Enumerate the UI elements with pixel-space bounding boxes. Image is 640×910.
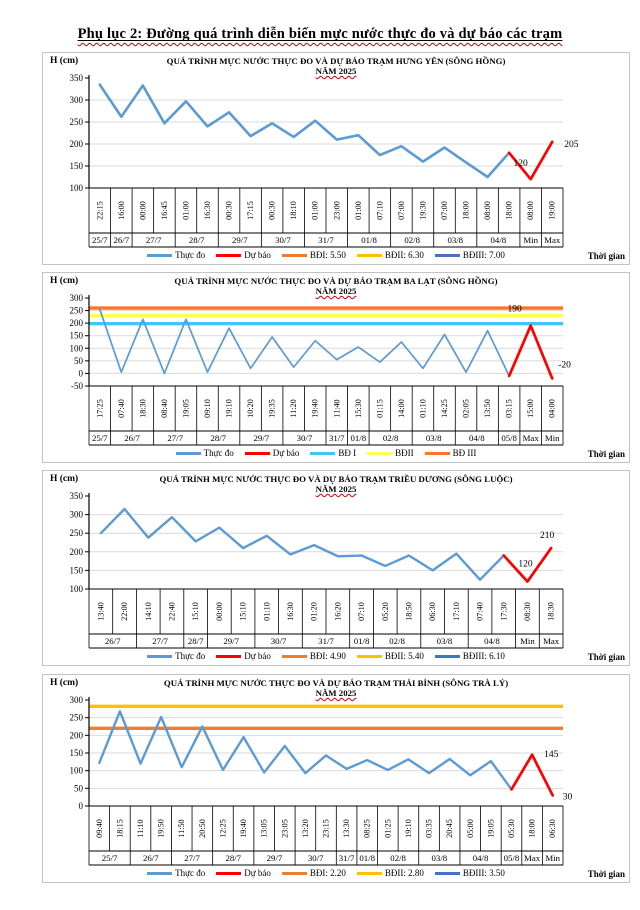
time-label: 20:45 xyxy=(445,819,455,838)
date-label: 28/7 xyxy=(187,636,204,646)
x-axis-times xyxy=(89,806,563,865)
time-label: 13:50 xyxy=(483,399,493,418)
date-label: 04/8 xyxy=(484,636,500,646)
legend-item xyxy=(147,250,205,260)
date-label: 29/7 xyxy=(231,235,248,245)
forecast-line xyxy=(511,755,552,796)
annotation-30: 30 xyxy=(562,792,573,803)
time-label: 11:50 xyxy=(177,819,187,838)
time-label: 00:00 xyxy=(214,602,224,621)
annotation-145: 145 xyxy=(544,749,559,760)
date-label: 05/8 xyxy=(503,853,520,863)
date-label: 28/7 xyxy=(188,235,205,245)
date-label: 27/7 xyxy=(145,235,162,245)
y-tick-label: 150 xyxy=(69,565,83,576)
time-label: 00:30 xyxy=(224,201,234,220)
x-axis-dates xyxy=(89,431,563,445)
time-label: 11:40 xyxy=(332,399,342,418)
legend-label: BĐII: 2.80 xyxy=(384,868,424,878)
time-label: 15:00 xyxy=(526,399,536,418)
time-label: 06:30 xyxy=(548,819,558,838)
legend-label: Thực đo xyxy=(203,448,234,458)
time-label: 07:40 xyxy=(116,399,126,418)
legend-item xyxy=(435,651,505,661)
time-label: 23:15 xyxy=(321,819,331,838)
y-tick-label: 350 xyxy=(69,491,83,501)
time-label: 19:35 xyxy=(267,399,277,418)
legend-item xyxy=(245,448,300,458)
date-label: 02/8 xyxy=(404,235,421,245)
date-label: 01/8 xyxy=(353,636,370,646)
date-label: 03/8 xyxy=(425,433,442,443)
time-label: 13:30 xyxy=(342,819,352,838)
y-tick-label: 0 xyxy=(78,368,83,379)
legend-label: Thực đo xyxy=(175,868,206,878)
y-tick-label: 150 xyxy=(69,330,83,341)
date-label: 01/8 xyxy=(350,433,367,443)
time-label: 17:15 xyxy=(246,201,256,220)
time-label: 16:30 xyxy=(203,201,212,220)
chart-legend xyxy=(89,649,563,663)
legend-item xyxy=(282,651,346,661)
time-label: 16:45 xyxy=(159,201,169,220)
y-tick-label: 150 xyxy=(69,161,83,171)
chart-subtitle: NĂM 2025 xyxy=(315,688,357,698)
y-tick-label: -50 xyxy=(71,381,83,391)
time-label: 08:00 xyxy=(526,201,536,220)
time-label: 05:00 xyxy=(465,819,475,838)
y-tick-label: 100 xyxy=(69,584,83,594)
time-label: 11:10 xyxy=(136,819,146,838)
time-label: 01:25 xyxy=(383,819,393,838)
time-label: 05:20 xyxy=(380,602,390,621)
chart-canvas xyxy=(43,73,631,249)
legend-item xyxy=(176,448,234,458)
legend-label: Dự báo xyxy=(244,250,271,260)
y-tick-label: 250 xyxy=(69,117,83,127)
y-axis xyxy=(70,73,90,193)
time-label: 08:25 xyxy=(362,819,372,838)
date-label: 30/7 xyxy=(275,235,291,245)
y-tick-label: 50 xyxy=(74,355,83,366)
date-label: 26/7 xyxy=(113,235,130,245)
legend-label: Dự báo xyxy=(244,868,271,878)
y-tick-label: 300 xyxy=(69,509,83,520)
time-label: 17:30 xyxy=(499,602,509,621)
date-label: Max xyxy=(522,433,539,443)
time-label: 09:40 xyxy=(94,819,104,838)
legend-item xyxy=(435,250,505,260)
time-label: 20:50 xyxy=(197,819,207,838)
time-label: 17:10 xyxy=(451,602,461,621)
legend-swatch xyxy=(216,254,241,257)
y-tick-label: 350 xyxy=(69,73,83,83)
time-label: 10:20 xyxy=(246,399,256,418)
legend-swatch xyxy=(282,872,307,875)
y-tick-label: 100 xyxy=(69,183,83,193)
date-label: 25/7 xyxy=(101,853,118,863)
time-label: 18:10 xyxy=(289,201,299,220)
time-label: 16:00 xyxy=(116,201,126,220)
date-label: 02/8 xyxy=(382,433,399,443)
chart-subtitle: NĂM 2025 xyxy=(315,484,357,494)
time-label: 05:30 xyxy=(506,819,516,838)
legend-swatch xyxy=(282,655,307,658)
chart-title: QUÁ TRÌNH MỰC NƯỚC THỰC ĐO VÀ DỰ BÁO TRẠM TRIỀU DƯƠNG (SÔNG LUỘC) xyxy=(159,474,513,484)
date-label: 03/8 xyxy=(431,853,448,863)
legend-swatch xyxy=(176,452,201,455)
time-label: 19:10 xyxy=(224,399,234,418)
annotation-120: 120 xyxy=(518,559,533,570)
y-axis xyxy=(70,293,90,391)
legend-item xyxy=(216,651,271,661)
time-label: 07:00 xyxy=(440,201,449,220)
time-label: 08:40 xyxy=(159,399,169,418)
legend-swatch xyxy=(216,655,241,658)
date-label: 29/7 xyxy=(223,636,240,646)
date-label: 04/8 xyxy=(490,235,507,245)
observed-line xyxy=(100,85,509,177)
page-title-text: Phụ lục 2: Đường quá trình diễn biến mực nước thực đo và dự báo các trạm xyxy=(77,26,563,42)
date-label: 25/7 xyxy=(91,235,108,245)
date-label: 02/8 xyxy=(389,636,405,646)
time-label: 19:05 xyxy=(181,399,191,418)
page-title xyxy=(0,26,640,43)
time-label: 15:10 xyxy=(191,602,201,621)
legend-item xyxy=(216,868,271,878)
y-axis-unit-label: H (cm) xyxy=(50,56,79,66)
legend-swatch xyxy=(435,655,460,658)
legend-item xyxy=(147,868,205,878)
legend-label: Thực đo xyxy=(175,250,206,260)
date-label: 01/8 xyxy=(361,235,377,245)
time-label: 13:40 xyxy=(96,602,106,621)
annotation--20: -20 xyxy=(558,360,571,371)
x-axis-dates xyxy=(89,851,563,865)
legend-item xyxy=(282,250,346,260)
time-label: 23:00 xyxy=(332,201,342,220)
legend-swatch xyxy=(357,655,382,658)
time-label: 15:10 xyxy=(238,602,248,621)
annotation-190: 190 xyxy=(507,304,522,315)
time-label: 18:30 xyxy=(138,399,148,418)
time-label: 03:15 xyxy=(504,399,514,418)
legend-label: Thực đo xyxy=(175,651,206,661)
time-label: 00:00 xyxy=(138,201,148,220)
time-label: 13:20 xyxy=(300,819,310,838)
date-label: 03/8 xyxy=(447,235,464,245)
y-tick-label: 300 xyxy=(69,95,83,105)
legend-label: BĐIII: 7.00 xyxy=(462,250,505,260)
legend-swatch xyxy=(310,452,335,455)
time-label: 14:25 xyxy=(440,399,449,418)
chart-canvas xyxy=(43,491,631,650)
chart-legend xyxy=(89,248,563,262)
x-axis-caption: Thời gian xyxy=(587,251,625,261)
time-label: 06:30 xyxy=(428,602,438,621)
time-label: 19:40 xyxy=(239,819,249,838)
time-label: 09:10 xyxy=(203,399,212,418)
chart-box-3 xyxy=(42,470,630,666)
legend-swatch xyxy=(435,872,460,875)
chart-canvas xyxy=(43,695,631,867)
time-label: 18:15 xyxy=(115,819,125,838)
time-label: 02:05 xyxy=(461,399,471,418)
legend-swatch xyxy=(147,254,172,257)
chart-subtitle: NĂM 2025 xyxy=(315,66,357,76)
y-tick-label: 200 xyxy=(69,730,83,741)
time-label: 19:10 xyxy=(403,819,413,838)
legend-item xyxy=(310,448,356,458)
date-label: Min xyxy=(523,235,539,245)
observed-line xyxy=(100,309,509,376)
chart-box-1 xyxy=(42,52,630,265)
time-label: 00:30 xyxy=(267,201,277,220)
time-label: 19:50 xyxy=(156,819,166,838)
date-label: Max xyxy=(544,235,561,245)
legend-label: BĐII xyxy=(395,448,414,458)
date-label: 31/7 xyxy=(318,636,334,646)
legend-label: BĐIII: 6.10 xyxy=(462,651,505,661)
time-label: 18:00 xyxy=(504,201,514,220)
time-label: 08:00 xyxy=(483,201,493,220)
legend-label: BĐII: 5.40 xyxy=(384,651,424,661)
time-label: 01:10 xyxy=(418,399,428,418)
date-label: 04/8 xyxy=(468,433,485,443)
x-axis-caption: Thời gian xyxy=(587,652,625,662)
legend-swatch xyxy=(425,452,450,455)
time-label: 16:30 xyxy=(285,602,295,621)
x-axis-dates xyxy=(89,233,563,247)
time-label: 15:30 xyxy=(353,399,363,418)
legend-label: BĐI: 2.20 xyxy=(309,868,346,878)
legend-label: BĐI: 4.90 xyxy=(309,651,346,661)
time-label: 01:00 xyxy=(310,201,320,220)
date-label: 26/7 xyxy=(143,853,159,863)
chart-title: QUÁ TRÌNH MỰC NƯỚC THỰC ĐO VÀ DỰ BÁO TRẠM HƯNG YÊN (SÔNG HỒNG) xyxy=(166,56,506,66)
legend-item xyxy=(435,868,505,878)
chart-box-4 xyxy=(42,674,630,883)
y-tick-label: 200 xyxy=(69,139,83,149)
time-label: 01:10 xyxy=(262,602,272,621)
chart-subtitle: NĂM 2025 xyxy=(315,286,357,296)
legend-swatch xyxy=(435,254,460,257)
y-tick-label: 100 xyxy=(69,765,83,776)
legend-label: Dự báo xyxy=(272,448,300,458)
date-label: 01/8 xyxy=(359,853,376,863)
gridlines xyxy=(89,515,563,571)
time-label: 16:20 xyxy=(333,602,343,621)
time-label: 01:00 xyxy=(181,201,191,220)
legend-label: BĐII: 6.30 xyxy=(384,250,424,260)
date-label: 30/7 xyxy=(270,636,287,646)
time-label: 01:00 xyxy=(353,201,363,220)
legend-swatch xyxy=(367,452,392,455)
y-tick-label: 0 xyxy=(78,801,83,811)
annotation-205: 205 xyxy=(564,139,579,150)
time-label: 07:10 xyxy=(357,602,367,621)
legend-item xyxy=(425,448,477,458)
legend-item xyxy=(357,868,424,878)
legend-item xyxy=(367,448,414,458)
date-label: 29/7 xyxy=(266,853,283,863)
time-label: 18:50 xyxy=(404,602,414,621)
chart-title: QUÁ TRÌNH MỰC NƯỚC THỰC ĐO VÀ DỰ BÁO TRẠM THÁI BÌNH (SÔNG TRÀ LÝ) xyxy=(163,678,509,688)
observed-line xyxy=(101,509,504,580)
x-axis-caption: Thời gian xyxy=(587,869,625,879)
y-axis-unit-label: H (cm) xyxy=(50,678,79,688)
y-tick-label: 250 xyxy=(69,305,83,316)
date-label: Max xyxy=(543,636,560,646)
time-label: 07:40 xyxy=(475,602,485,621)
legend-item xyxy=(282,868,346,878)
time-label: 19:00 xyxy=(547,201,557,220)
y-axis-unit-label: H (cm) xyxy=(50,276,79,286)
y-axis xyxy=(70,491,90,594)
legend-swatch xyxy=(216,872,241,875)
time-label: 22:00 xyxy=(120,602,130,621)
date-label: 28/7 xyxy=(210,433,227,443)
time-label: 12:25 xyxy=(218,819,228,838)
time-label: 11:20 xyxy=(289,399,299,418)
time-label: 18:00 xyxy=(461,201,471,220)
annotation-120: 120 xyxy=(513,159,528,170)
time-label: 04:00 xyxy=(547,399,557,418)
legend-swatch xyxy=(282,254,307,257)
time-label: 19:30 xyxy=(418,201,428,220)
time-label: 08:30 xyxy=(522,602,532,621)
y-axis-unit-label: H (cm) xyxy=(50,474,79,484)
legend-label: BĐ III xyxy=(452,448,477,458)
chart-canvas xyxy=(43,293,631,447)
y-tick-label: 150 xyxy=(69,748,83,758)
chart-title: QUÁ TRÌNH MỰC NƯỚC THỰC ĐO VÀ DỰ BÁO TRẠM BA LẠT (SÔNG HỒNG) xyxy=(174,276,498,286)
legend-item xyxy=(357,250,424,260)
time-label: 01:20 xyxy=(309,602,319,621)
date-label: Min xyxy=(545,853,561,863)
time-label: 14:10 xyxy=(143,602,153,621)
annotation-210: 210 xyxy=(540,531,555,542)
date-label: 31/7 xyxy=(328,433,345,443)
time-label: 14:00 xyxy=(396,399,406,418)
chart-box-2 xyxy=(42,272,630,463)
date-label: 27/7 xyxy=(184,853,200,863)
x-axis-dates xyxy=(89,634,563,648)
date-label: 05/8 xyxy=(501,433,517,443)
y-tick-label: 200 xyxy=(69,546,83,557)
time-label: 18:30 xyxy=(546,602,556,621)
date-label: 31/7 xyxy=(318,235,334,245)
time-label: 23:05 xyxy=(280,819,290,838)
date-label: 30/7 xyxy=(307,853,324,863)
x-axis-caption: Thời gian xyxy=(587,449,625,459)
chart-legend xyxy=(89,446,563,460)
time-label: 01:15 xyxy=(375,399,385,418)
legend-label: BĐI: 5.50 xyxy=(309,250,346,260)
legend-item xyxy=(216,250,271,260)
date-label: Max xyxy=(524,853,541,863)
date-label: Min xyxy=(520,636,535,646)
time-label: 22:40 xyxy=(167,602,177,621)
date-label: 26/7 xyxy=(124,433,140,443)
date-label: 30/7 xyxy=(296,433,313,443)
legend-label: BĐ I xyxy=(338,448,357,458)
y-tick-label: 300 xyxy=(69,695,83,705)
date-label: 26/7 xyxy=(104,636,121,646)
time-label: 18:00 xyxy=(527,819,537,838)
legend-swatch xyxy=(147,655,172,658)
date-label: 27/7 xyxy=(167,433,184,443)
time-label: 19:40 xyxy=(310,399,320,418)
time-label: 07:10 xyxy=(375,201,385,220)
date-label: 29/7 xyxy=(253,433,270,443)
date-label: 03/8 xyxy=(436,636,453,646)
observed-line xyxy=(99,711,511,789)
date-label: 02/8 xyxy=(390,853,406,863)
y-axis xyxy=(70,695,90,811)
date-label: 27/7 xyxy=(152,636,168,646)
time-label: 17:25 xyxy=(95,399,105,418)
time-label: 22:15 xyxy=(95,201,105,220)
time-label: 03:35 xyxy=(424,819,434,838)
legend-swatch xyxy=(245,452,270,455)
forecast-line xyxy=(509,326,552,379)
time-label: 19:05 xyxy=(486,819,496,838)
date-label: Min xyxy=(544,433,560,443)
legend-swatch xyxy=(357,872,382,875)
date-label: 28/7 xyxy=(225,853,242,863)
legend-item xyxy=(357,651,424,661)
y-tick-label: 50 xyxy=(74,783,83,794)
y-tick-label: 250 xyxy=(69,712,83,723)
y-tick-label: 250 xyxy=(69,528,83,539)
legend-label: Dự báo xyxy=(244,651,271,661)
legend-swatch xyxy=(357,254,382,257)
gridlines xyxy=(89,100,563,166)
y-tick-label: 200 xyxy=(69,318,83,329)
y-tick-label: 300 xyxy=(69,293,83,303)
legend-label: BĐIII: 3.50 xyxy=(462,868,505,878)
date-label: 25/7 xyxy=(91,433,108,443)
time-label: 07:00 xyxy=(396,201,406,220)
date-label: 04/8 xyxy=(472,853,489,863)
time-label: 13:05 xyxy=(259,819,269,838)
legend-swatch xyxy=(147,872,172,875)
y-tick-label: 100 xyxy=(69,343,83,354)
chart-legend xyxy=(89,866,563,880)
date-label: 31/7 xyxy=(338,853,355,863)
legend-item xyxy=(147,651,205,661)
